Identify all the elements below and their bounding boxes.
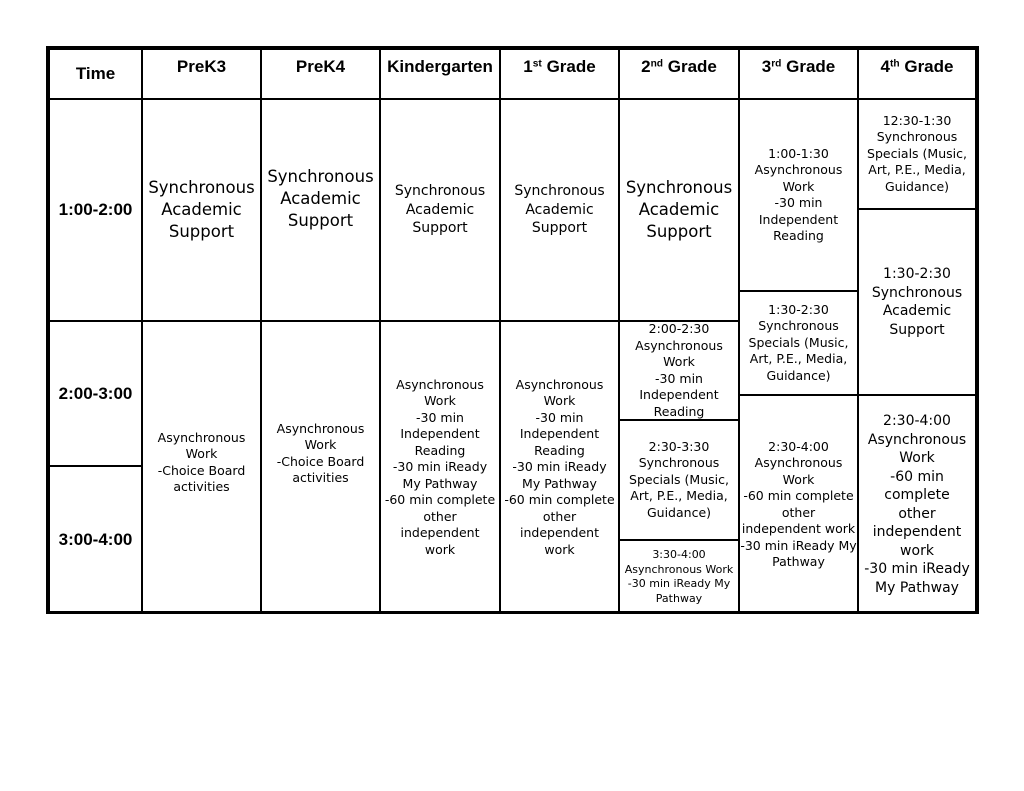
cell-text-line: Asynchronous Work	[624, 562, 734, 576]
cell-text-line: Asynchronous	[276, 420, 365, 436]
cell-text-line: Synchronous	[514, 183, 605, 200]
cell-text-line: Academic	[525, 201, 594, 218]
cell-text-line: Support	[531, 220, 588, 237]
cell-text-line: -30 min	[774, 195, 823, 210]
grade1-sync-support	[500, 99, 619, 321]
cell-text-line: work	[544, 541, 575, 557]
cell-text-line: Work	[543, 393, 576, 409]
header-grade-1: 1st Grade	[500, 49, 619, 99]
cell-text-line: activities	[173, 479, 230, 494]
cell-text-line: -30 min iReady	[392, 459, 488, 475]
cell-text-line: Asynchronous	[396, 376, 484, 392]
cell-text-line: other	[781, 504, 816, 520]
cell-text-line: Asynchronous	[635, 337, 723, 353]
cell-text-line: -60 min	[890, 468, 944, 485]
schedule-table	[46, 46, 979, 614]
grade2-sync-support	[619, 99, 739, 321]
cell-text-line: other	[542, 508, 577, 524]
cell-text-line: -30 min	[655, 370, 703, 386]
grade2-async-reading	[619, 321, 739, 420]
cell-text-line: Pathway	[772, 554, 825, 569]
cell-text-line: Academic	[638, 200, 720, 219]
header-grade-2: 2nd Grade	[619, 49, 739, 99]
cell-text-line: -60 min complete	[384, 492, 496, 508]
cell-text-line: 2:30-3:30	[648, 438, 710, 454]
cell-text-line: Reading	[653, 403, 705, 419]
cell-text-line: 1:30-2:30	[768, 301, 829, 317]
cell-text-line: Art, P.E., Media,	[868, 162, 966, 178]
grade4-async-work	[858, 395, 976, 614]
header-prek4: PreK4	[261, 49, 380, 99]
cell-text-line: Pathway	[655, 591, 703, 605]
cell-text-line: activities	[292, 470, 349, 485]
cell-text-line: other	[423, 508, 457, 524]
cell-text-line: 3:30-4:00	[652, 548, 706, 561]
cell-text-line: Guidance)	[884, 178, 950, 194]
cell-text-line: Guidance)	[766, 367, 831, 383]
cell-text-line: Independent	[758, 211, 839, 227]
cell-text-line: Specials (Music,	[748, 334, 849, 350]
header-grade-3: 3rd Grade	[739, 49, 858, 99]
prek3-sync-support	[142, 99, 261, 321]
grade2-async-iready	[619, 540, 739, 614]
cell-text-line: Synchronous	[267, 167, 374, 186]
cell-text-line: Independent	[400, 426, 480, 442]
cell-text-line: -60 min complete	[504, 492, 615, 508]
cell-text-line: independent	[400, 525, 480, 541]
time-slot-3: 3:00-4:00	[49, 466, 142, 614]
cell-text-line: Academic	[161, 200, 242, 219]
cell-text-line: Support	[287, 211, 354, 230]
cell-text-line: Work	[663, 354, 695, 369]
cell-text-line: complete	[884, 487, 950, 503]
cell-text-line: Work	[782, 178, 815, 194]
cell-text-line: -30 min iReady	[864, 561, 970, 577]
kindergarten-async-work	[380, 321, 500, 614]
cell-text-line: work	[900, 542, 934, 559]
cell-text-line: Academic	[405, 201, 475, 218]
header-grade-4: 4th Grade	[858, 49, 976, 99]
cell-text-line: 2:00-2:30	[648, 321, 710, 336]
header-kindergarten: Kindergarten	[380, 49, 500, 99]
cell-text-line: work	[424, 541, 456, 557]
cell-text-line: -30 min iReady My	[627, 577, 731, 590]
prek4-sync-support	[261, 99, 380, 321]
cell-text-line: Asynchronous	[867, 431, 967, 448]
grade3-sync-specials	[739, 291, 858, 395]
cell-text-line: Guidance)	[646, 504, 712, 520]
cell-text-line: Reading	[534, 442, 585, 458]
cell-text-line: Independent	[639, 387, 719, 402]
cell-text-line: Synchronous	[148, 178, 255, 197]
cell-text-line: My Pathway	[402, 475, 478, 491]
cell-text-line: Specials (Music,	[867, 145, 967, 161]
cell-text-line: Support	[889, 321, 945, 338]
kindergarten-sync-support	[380, 99, 500, 321]
cell-text-line: Support	[646, 222, 712, 241]
cell-text-line: Asynchronous	[754, 455, 843, 470]
grade3-async-reading	[739, 99, 858, 291]
cell-text-line: Support	[412, 220, 468, 237]
cell-text-line: Synchronous	[871, 284, 963, 301]
cell-text-line: My Pathway	[522, 475, 597, 491]
cell-text-line: Work	[304, 437, 337, 452]
cell-text-line: Work	[185, 446, 218, 461]
cell-text-line: -30 min	[535, 409, 584, 425]
cell-text-line: Synchronous	[638, 455, 720, 471]
header-time: Time	[49, 49, 142, 99]
cell-text-line: Work	[899, 450, 935, 466]
cell-text-line: Asynchronous	[754, 162, 843, 177]
cell-text-line: 12:30-1:30	[882, 112, 952, 128]
cell-text-line: -30 min iReady	[512, 459, 607, 475]
cell-text-line: 2:30-4:00	[768, 438, 829, 454]
cell-text-line: -30 min iReady My	[740, 537, 857, 553]
cell-text-line: other	[898, 505, 936, 522]
grade3-async-work	[739, 395, 858, 614]
cell-text-line: 1:00-1:30	[768, 145, 829, 161]
cell-text-line: Specials (Music,	[629, 471, 729, 487]
cell-text-line: -Choice Board	[157, 462, 246, 478]
cell-text-line: independent	[519, 525, 600, 541]
cell-text-line: -Choice Board	[276, 453, 365, 469]
cell-text-line: My Pathway	[875, 579, 959, 596]
cell-text-line: independent work	[741, 521, 856, 536]
cell-text-line: Synchronous	[394, 183, 486, 200]
cell-text-line: Reading	[773, 228, 824, 243]
grade4-sync-support	[858, 209, 976, 395]
cell-text-line: Independent	[519, 426, 600, 442]
cell-text-line: Academic	[280, 189, 361, 208]
cell-text-line: Art, P.E., Media,	[749, 351, 848, 367]
cell-text-line: Support	[168, 222, 235, 241]
cell-text-line: Work	[424, 393, 456, 409]
cell-text-line: 2:30-4:00	[883, 413, 951, 429]
cell-text-line: Synchronous	[876, 129, 958, 145]
cell-text-line: -60 min complete	[743, 488, 854, 503]
cell-text-line: Art, P.E., Media,	[630, 488, 728, 504]
cell-text-line: Reading	[414, 442, 466, 458]
time-slot-1: 1:00-2:00	[49, 99, 142, 321]
cell-text-line: 1:30-2:30	[883, 266, 951, 282]
cell-text-line: Synchronous	[625, 178, 733, 197]
grade1-async-work	[500, 321, 619, 614]
time-slot-2: 2:00-3:00	[49, 321, 142, 466]
cell-text-line: Asynchronous	[157, 429, 246, 445]
cell-text-line: independent	[872, 524, 962, 540]
prek3-async-choice-board	[142, 321, 261, 614]
grade4-sync-specials	[858, 99, 976, 209]
cell-text-line: -30 min	[416, 409, 464, 425]
header-prek3: PreK3	[142, 49, 261, 99]
cell-text-line: Work	[782, 471, 815, 487]
cell-text-line: Asynchronous	[515, 376, 604, 392]
grade2-sync-specials	[619, 420, 739, 540]
cell-text-line: Synchronous	[758, 318, 839, 334]
prek4-async-choice-board	[261, 321, 380, 614]
cell-text-line: Academic	[882, 303, 952, 319]
